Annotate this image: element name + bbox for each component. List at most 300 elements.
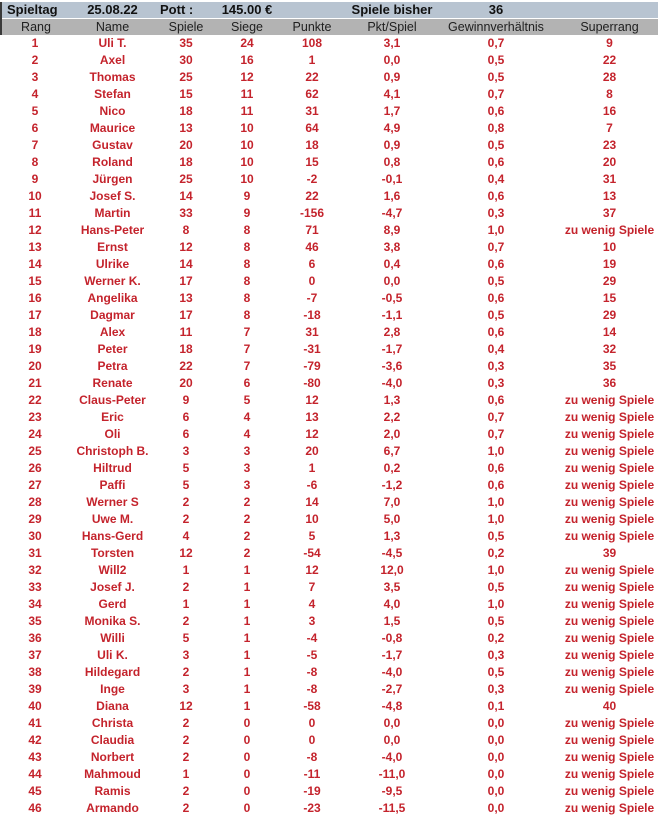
cell-name[interactable]: Alex xyxy=(99,325,126,339)
cell-gewinnverhaeltnis[interactable]: 0,0 xyxy=(487,750,505,764)
cell-pkt-spiel[interactable]: 0,2 xyxy=(383,461,401,475)
cell-name[interactable]: Mahmoud xyxy=(84,767,141,781)
cell-punkte[interactable]: 0 xyxy=(308,733,316,747)
cell-siege[interactable]: 1 xyxy=(243,699,251,713)
cell-name[interactable]: Stefan xyxy=(94,87,131,101)
spieltag-label[interactable]: Spieltag xyxy=(7,2,58,17)
cell-gewinnverhaeltnis[interactable]: 0,5 xyxy=(487,138,505,152)
cell-gewinnverhaeltnis[interactable]: 0,0 xyxy=(487,767,505,781)
cell-superrang[interactable]: zu wenig Spiele xyxy=(564,427,655,441)
cell-pkt-spiel[interactable]: 0,0 xyxy=(383,274,401,288)
cell-punkte[interactable]: 5 xyxy=(308,529,316,543)
cell-superrang[interactable]: zu wenig Spiele xyxy=(564,648,655,662)
cell-rang[interactable]: 35 xyxy=(28,614,42,628)
cell-punkte[interactable]: 0 xyxy=(308,274,316,288)
cell-superrang[interactable]: zu wenig Spiele xyxy=(564,410,655,424)
cell-superrang[interactable]: 10 xyxy=(602,240,617,254)
cell-superrang[interactable]: 35 xyxy=(602,359,617,373)
cell-rang[interactable]: 16 xyxy=(28,291,42,305)
cell-superrang[interactable]: zu wenig Spiele xyxy=(564,563,655,577)
cell-gewinnverhaeltnis[interactable]: 0,7 xyxy=(487,427,505,441)
cell-spiele[interactable]: 5 xyxy=(182,461,190,475)
cell-gewinnverhaeltnis[interactable]: 0,7 xyxy=(487,410,505,424)
cell-siege[interactable]: 12 xyxy=(240,70,254,84)
cell-punkte[interactable]: 71 xyxy=(305,223,319,237)
cell-name[interactable]: Claudia xyxy=(90,733,135,747)
cell-rang[interactable]: 29 xyxy=(28,512,42,526)
cell-punkte[interactable]: -4 xyxy=(306,631,318,645)
cell-superrang[interactable]: 7 xyxy=(606,121,613,135)
cell-punkte[interactable]: -156 xyxy=(299,206,325,220)
col-header-punkte[interactable]: Punkte xyxy=(292,20,332,34)
cell-rang[interactable]: 42 xyxy=(28,733,42,747)
cell-pkt-spiel[interactable]: -4,0 xyxy=(381,376,403,390)
cell-pkt-spiel[interactable]: 4,0 xyxy=(383,597,401,611)
cell-superrang[interactable]: 19 xyxy=(602,257,617,271)
cell-spiele[interactable]: 35 xyxy=(179,36,193,50)
cell-siege[interactable]: 8 xyxy=(243,291,251,305)
cell-superrang[interactable]: 14 xyxy=(602,325,617,339)
cell-spiele[interactable]: 12 xyxy=(179,546,193,560)
cell-rang[interactable]: 11 xyxy=(28,206,42,220)
cell-siege[interactable]: 3 xyxy=(243,444,251,458)
cell-pkt-spiel[interactable]: -1,2 xyxy=(381,478,403,492)
cell-superrang[interactable]: zu wenig Spiele xyxy=(564,750,655,764)
cell-spiele[interactable]: 9 xyxy=(182,393,190,407)
cell-rang[interactable]: 30 xyxy=(28,529,42,543)
cell-pkt-spiel[interactable]: -4,0 xyxy=(381,665,403,679)
cell-punkte[interactable]: -8 xyxy=(306,750,318,764)
cell-siege[interactable]: 2 xyxy=(243,529,251,543)
cell-superrang[interactable]: 22 xyxy=(602,53,617,67)
cell-pkt-spiel[interactable]: -9,5 xyxy=(381,784,403,798)
cell-gewinnverhaeltnis[interactable]: 1,0 xyxy=(487,223,505,237)
cell-superrang[interactable]: 20 xyxy=(602,155,617,169)
cell-spiele[interactable]: 2 xyxy=(182,495,190,509)
cell-spiele[interactable]: 2 xyxy=(182,733,190,747)
cell-siege[interactable]: 8 xyxy=(243,240,251,254)
cell-pkt-spiel[interactable]: 0,8 xyxy=(383,155,401,169)
cell-superrang[interactable]: zu wenig Spiele xyxy=(564,767,655,781)
cell-punkte[interactable]: 22 xyxy=(305,70,319,84)
cell-pkt-spiel[interactable]: 3,5 xyxy=(383,580,401,594)
cell-gewinnverhaeltnis[interactable]: 0,5 xyxy=(487,274,505,288)
cell-siege[interactable]: 9 xyxy=(243,189,251,203)
cell-rang[interactable]: 33 xyxy=(28,580,42,594)
cell-punkte[interactable]: 46 xyxy=(305,240,319,254)
cell-punkte[interactable]: -7 xyxy=(306,291,318,305)
cell-siege[interactable]: 8 xyxy=(243,257,251,271)
cell-spiele[interactable]: 20 xyxy=(179,376,193,390)
cell-name[interactable]: Will2 xyxy=(98,563,127,577)
cell-pkt-spiel[interactable]: -0,1 xyxy=(381,172,403,186)
cell-name[interactable]: Oli xyxy=(104,427,121,441)
cell-punkte[interactable]: 22 xyxy=(305,189,319,203)
cell-punkte[interactable]: 108 xyxy=(301,36,323,50)
cell-rang[interactable]: 32 xyxy=(28,563,42,577)
cell-name[interactable]: Norbert xyxy=(90,750,135,764)
cell-punkte[interactable]: 0 xyxy=(308,716,316,730)
cell-name[interactable]: Ulrike xyxy=(95,257,130,271)
cell-pkt-spiel[interactable]: 1,6 xyxy=(383,189,401,203)
cell-rang[interactable]: 18 xyxy=(28,325,42,339)
cell-spiele[interactable]: 20 xyxy=(179,138,193,152)
cell-punkte[interactable]: -80 xyxy=(303,376,321,390)
cell-superrang[interactable]: 23 xyxy=(602,138,617,152)
cell-pkt-spiel[interactable]: 0,9 xyxy=(383,70,401,84)
cell-siege[interactable]: 0 xyxy=(243,801,251,815)
cell-superrang[interactable]: zu wenig Spiele xyxy=(564,682,655,696)
cell-punkte[interactable]: -8 xyxy=(306,665,318,679)
col-header-name[interactable]: Name xyxy=(95,20,130,34)
cell-gewinnverhaeltnis[interactable]: 0,7 xyxy=(487,36,505,50)
cell-siege[interactable]: 2 xyxy=(243,512,251,526)
cell-superrang[interactable]: zu wenig Spiele xyxy=(564,665,655,679)
cell-superrang[interactable]: 37 xyxy=(602,206,617,220)
cell-pkt-spiel[interactable]: 0,4 xyxy=(383,257,401,271)
cell-superrang[interactable]: 29 xyxy=(602,274,617,288)
cell-siege[interactable]: 10 xyxy=(240,121,254,135)
cell-rang[interactable]: 20 xyxy=(28,359,42,373)
cell-gewinnverhaeltnis[interactable]: 0,5 xyxy=(487,70,505,84)
cell-name[interactable]: Werner S xyxy=(86,495,139,509)
cell-superrang[interactable]: 40 xyxy=(602,699,617,713)
cell-rang[interactable]: 10 xyxy=(28,189,42,203)
cell-gewinnverhaeltnis[interactable]: 0,3 xyxy=(487,359,505,373)
cell-rang[interactable]: 24 xyxy=(28,427,42,441)
cell-gewinnverhaeltnis[interactable]: 0,6 xyxy=(487,325,505,339)
cell-pkt-spiel[interactable]: -1,7 xyxy=(381,648,403,662)
cell-rang[interactable]: 17 xyxy=(28,308,42,322)
cell-gewinnverhaeltnis[interactable]: 0,6 xyxy=(487,155,505,169)
cell-siege[interactable]: 7 xyxy=(243,325,251,339)
cell-gewinnverhaeltnis[interactable]: 1,0 xyxy=(487,495,505,509)
cell-gewinnverhaeltnis[interactable]: 0,6 xyxy=(487,104,505,118)
cell-name[interactable]: Nico xyxy=(99,104,126,118)
cell-pkt-spiel[interactable]: 2,2 xyxy=(383,410,401,424)
cell-rang[interactable]: 45 xyxy=(28,784,42,798)
cell-punkte[interactable]: -2 xyxy=(306,172,318,186)
cell-spiele[interactable]: 33 xyxy=(179,206,193,220)
cell-spiele[interactable]: 6 xyxy=(182,410,190,424)
cell-superrang[interactable]: 8 xyxy=(606,87,613,101)
cell-pkt-spiel[interactable]: -3,6 xyxy=(381,359,403,373)
cell-punkte[interactable]: 13 xyxy=(305,410,319,424)
cell-gewinnverhaeltnis[interactable]: 0,2 xyxy=(487,631,505,645)
cell-rang[interactable]: 46 xyxy=(28,801,42,815)
cell-name[interactable]: Angelika xyxy=(87,291,138,305)
cell-punkte[interactable]: 7 xyxy=(308,580,316,594)
cell-name[interactable]: Axel xyxy=(99,53,126,67)
cell-rang[interactable]: 26 xyxy=(28,461,42,475)
cell-name[interactable]: Thomas xyxy=(89,70,136,84)
pott-value[interactable]: 145.00 € xyxy=(221,2,273,17)
cell-spiele[interactable]: 5 xyxy=(182,631,190,645)
cell-superrang[interactable]: 15 xyxy=(602,291,617,305)
cell-superrang[interactable]: zu wenig Spiele xyxy=(564,614,655,628)
cell-rang[interactable]: 31 xyxy=(28,546,42,560)
cell-spiele[interactable]: 30 xyxy=(179,53,193,67)
cell-siege[interactable]: 10 xyxy=(240,138,254,152)
cell-gewinnverhaeltnis[interactable]: 0,6 xyxy=(487,291,505,305)
cell-spiele[interactable]: 2 xyxy=(182,512,190,526)
cell-rang[interactable]: 19 xyxy=(28,342,42,356)
cell-siege[interactable]: 2 xyxy=(243,495,251,509)
cell-punkte[interactable]: 64 xyxy=(305,121,319,135)
cell-name[interactable]: Josef S. xyxy=(89,189,136,203)
cell-name[interactable]: Uli T. xyxy=(98,36,127,50)
cell-punkte[interactable]: -8 xyxy=(306,682,318,696)
cell-name[interactable]: Monika S. xyxy=(84,614,141,628)
cell-spiele[interactable]: 2 xyxy=(182,801,190,815)
col-header-gewinnverhaeltnis[interactable]: Gewinnverhältnis xyxy=(448,20,544,34)
cell-gewinnverhaeltnis[interactable]: 0,6 xyxy=(487,461,505,475)
cell-pkt-spiel[interactable]: 8,9 xyxy=(383,223,401,237)
cell-pkt-spiel[interactable]: 0,0 xyxy=(383,733,401,747)
cell-superrang[interactable]: 39 xyxy=(602,546,617,560)
cell-siege[interactable]: 7 xyxy=(243,359,251,373)
cell-punkte[interactable]: -19 xyxy=(303,784,321,798)
cell-spiele[interactable]: 3 xyxy=(182,444,190,458)
cell-rang[interactable]: 5 xyxy=(31,104,39,118)
cell-punkte[interactable]: 3 xyxy=(308,614,316,628)
spieltag-date[interactable]: 25.08.22 xyxy=(87,2,138,17)
cell-spiele[interactable]: 17 xyxy=(179,308,193,322)
cell-superrang[interactable]: 13 xyxy=(602,189,617,203)
cell-pkt-spiel[interactable]: 6,7 xyxy=(383,444,401,458)
cell-gewinnverhaeltnis[interactable]: 0,6 xyxy=(487,393,505,407)
cell-punkte[interactable]: -18 xyxy=(303,308,321,322)
cell-name[interactable]: Diana xyxy=(96,699,129,713)
cell-siege[interactable]: 3 xyxy=(243,478,251,492)
cell-punkte[interactable]: 14 xyxy=(305,495,319,509)
cell-siege[interactable]: 0 xyxy=(243,716,251,730)
cell-gewinnverhaeltnis[interactable]: 0,5 xyxy=(487,529,505,543)
cell-siege[interactable]: 2 xyxy=(243,546,251,560)
cell-name[interactable]: Hiltrud xyxy=(93,461,132,475)
cell-name[interactable]: Uwe M. xyxy=(91,512,134,526)
cell-rang[interactable]: 43 xyxy=(28,750,42,764)
cell-superrang[interactable]: zu wenig Spiele xyxy=(564,784,655,798)
cell-punkte[interactable]: -23 xyxy=(303,801,321,815)
cell-spiele[interactable]: 1 xyxy=(182,563,190,577)
cell-gewinnverhaeltnis[interactable]: 1,0 xyxy=(487,512,505,526)
cell-spiele[interactable]: 4 xyxy=(182,529,190,543)
cell-spiele[interactable]: 12 xyxy=(179,699,193,713)
cell-gewinnverhaeltnis[interactable]: 0,3 xyxy=(487,682,505,696)
cell-punkte[interactable]: -5 xyxy=(306,648,318,662)
cell-gewinnverhaeltnis[interactable]: 0,4 xyxy=(487,172,505,186)
cell-name[interactable]: Christoph B. xyxy=(76,444,149,458)
col-header-superrang[interactable]: Superrang xyxy=(580,20,639,34)
cell-spiele[interactable]: 12 xyxy=(179,240,193,254)
cell-superrang[interactable]: zu wenig Spiele xyxy=(564,597,655,611)
cell-pkt-spiel[interactable]: 1,7 xyxy=(383,104,401,118)
cell-gewinnverhaeltnis[interactable]: 1,0 xyxy=(487,597,505,611)
cell-rang[interactable]: 41 xyxy=(28,716,42,730)
cell-rang[interactable]: 21 xyxy=(28,376,42,390)
cell-superrang[interactable]: 9 xyxy=(606,36,613,50)
cell-name[interactable]: Hildegard xyxy=(84,665,141,679)
cell-pkt-spiel[interactable]: 0,0 xyxy=(383,716,401,730)
cell-pkt-spiel[interactable]: 1,3 xyxy=(383,393,401,407)
cell-siege[interactable]: 1 xyxy=(243,597,251,611)
cell-siege[interactable]: 1 xyxy=(243,648,251,662)
cell-siege[interactable]: 1 xyxy=(243,580,251,594)
col-header-pkt-spiel[interactable]: Pkt/Spiel xyxy=(367,20,417,34)
cell-siege[interactable]: 8 xyxy=(243,274,251,288)
cell-rang[interactable]: 12 xyxy=(28,223,42,237)
cell-rang[interactable]: 22 xyxy=(28,393,42,407)
cell-rang[interactable]: 23 xyxy=(28,410,42,424)
cell-rang[interactable]: 2 xyxy=(31,53,39,67)
cell-punkte[interactable]: -79 xyxy=(303,359,321,373)
cell-gewinnverhaeltnis[interactable]: 0,5 xyxy=(487,665,505,679)
cell-spiele[interactable]: 2 xyxy=(182,784,190,798)
cell-name[interactable]: Maurice xyxy=(89,121,136,135)
cell-name[interactable]: Roland xyxy=(92,155,133,169)
cell-pkt-spiel[interactable]: 12,0 xyxy=(380,563,404,577)
cell-siege[interactable]: 1 xyxy=(243,631,251,645)
cell-siege[interactable]: 11 xyxy=(240,87,254,101)
cell-punkte[interactable]: 20 xyxy=(305,444,319,458)
cell-name[interactable]: Ramis xyxy=(94,784,131,798)
cell-spiele[interactable]: 15 xyxy=(179,87,193,101)
cell-rang[interactable]: 28 xyxy=(28,495,42,509)
cell-rang[interactable]: 4 xyxy=(31,87,39,101)
cell-siege[interactable]: 10 xyxy=(240,155,254,169)
cell-punkte[interactable]: 4 xyxy=(308,597,316,611)
cell-siege[interactable]: 4 xyxy=(243,410,251,424)
cell-rang[interactable]: 27 xyxy=(28,478,42,492)
col-header-rang[interactable]: Rang xyxy=(21,20,51,34)
cell-punkte[interactable]: 31 xyxy=(305,104,319,118)
cell-siege[interactable]: 7 xyxy=(243,342,251,356)
cell-gewinnverhaeltnis[interactable]: 0,5 xyxy=(487,308,505,322)
cell-punkte[interactable]: -31 xyxy=(303,342,321,356)
cell-gewinnverhaeltnis[interactable]: 0,5 xyxy=(487,580,505,594)
cell-siege[interactable]: 24 xyxy=(240,36,254,50)
cell-pkt-spiel[interactable]: 2,8 xyxy=(383,325,401,339)
cell-punkte[interactable]: 62 xyxy=(305,87,319,101)
cell-gewinnverhaeltnis[interactable]: 0,6 xyxy=(487,189,505,203)
cell-name[interactable]: Claus-Peter xyxy=(79,393,146,407)
cell-rang[interactable]: 34 xyxy=(28,597,42,611)
cell-punkte[interactable]: 18 xyxy=(305,138,319,152)
cell-rang[interactable]: 40 xyxy=(28,699,42,713)
cell-punkte[interactable]: 10 xyxy=(305,512,319,526)
cell-siege[interactable]: 0 xyxy=(243,784,251,798)
cell-pkt-spiel[interactable]: -11,5 xyxy=(378,801,406,815)
cell-gewinnverhaeltnis[interactable]: 0,7 xyxy=(487,240,505,254)
cell-pkt-spiel[interactable]: 4,1 xyxy=(383,87,401,101)
cell-spiele[interactable]: 11 xyxy=(179,325,193,339)
cell-superrang[interactable]: zu wenig Spiele xyxy=(564,461,655,475)
cell-gewinnverhaeltnis[interactable]: 0,8 xyxy=(487,121,505,135)
cell-name[interactable]: Werner K. xyxy=(84,274,141,288)
cell-siege[interactable]: 4 xyxy=(243,427,251,441)
cell-pkt-spiel[interactable]: -11,0 xyxy=(378,767,406,781)
cell-siege[interactable]: 1 xyxy=(243,665,251,679)
cell-gewinnverhaeltnis[interactable]: 0,4 xyxy=(487,342,505,356)
cell-spiele[interactable]: 25 xyxy=(179,70,193,84)
cell-name[interactable]: Gustav xyxy=(92,138,133,152)
cell-rang[interactable]: 7 xyxy=(31,138,39,152)
cell-name[interactable]: Dagmar xyxy=(90,308,135,322)
cell-name[interactable]: Peter xyxy=(97,342,128,356)
cell-gewinnverhaeltnis[interactable]: 0,0 xyxy=(487,716,505,730)
cell-superrang[interactable]: zu wenig Spiele xyxy=(564,223,655,237)
cell-pkt-spiel[interactable]: 1,3 xyxy=(383,529,401,543)
cell-pkt-spiel[interactable]: 5,0 xyxy=(383,512,401,526)
cell-spiele[interactable]: 13 xyxy=(179,291,193,305)
cell-siege[interactable]: 1 xyxy=(243,614,251,628)
cell-pkt-spiel[interactable]: 3,8 xyxy=(383,240,401,254)
cell-spiele[interactable]: 2 xyxy=(182,750,190,764)
cell-siege[interactable]: 6 xyxy=(243,376,251,390)
cell-pkt-spiel[interactable]: -0,8 xyxy=(381,631,403,645)
cell-pkt-spiel[interactable]: -2,7 xyxy=(381,682,403,696)
cell-spiele[interactable]: 14 xyxy=(179,189,193,203)
cell-siege[interactable]: 1 xyxy=(243,563,251,577)
cell-pkt-spiel[interactable]: 0,0 xyxy=(383,53,401,67)
cell-name[interactable]: Hans-Peter xyxy=(80,223,145,237)
cell-spiele[interactable]: 2 xyxy=(182,614,190,628)
cell-gewinnverhaeltnis[interactable]: 0,5 xyxy=(487,53,505,67)
cell-rang[interactable]: 15 xyxy=(28,274,42,288)
cell-superrang[interactable]: zu wenig Spiele xyxy=(564,631,655,645)
cell-name[interactable]: Petra xyxy=(97,359,128,373)
cell-punkte[interactable]: 6 xyxy=(308,257,316,271)
cell-rang[interactable]: 9 xyxy=(31,172,39,186)
cell-gewinnverhaeltnis[interactable]: 1,0 xyxy=(487,444,505,458)
col-header-siege[interactable]: Siege xyxy=(231,20,263,34)
cell-spiele[interactable]: 6 xyxy=(182,427,190,441)
cell-superrang[interactable]: zu wenig Spiele xyxy=(564,512,655,526)
cell-siege[interactable]: 0 xyxy=(243,733,251,747)
col-header-spiele[interactable]: Spiele xyxy=(168,20,204,34)
pott-label[interactable]: Pott : xyxy=(160,2,194,17)
cell-superrang[interactable]: 31 xyxy=(602,172,617,186)
cell-rang[interactable]: 37 xyxy=(28,648,42,662)
cell-pkt-spiel[interactable]: 3,1 xyxy=(383,36,401,50)
cell-name[interactable]: Ernst xyxy=(97,240,128,254)
cell-siege[interactable]: 3 xyxy=(243,461,251,475)
cell-rang[interactable]: 36 xyxy=(28,631,42,645)
cell-spiele[interactable]: 2 xyxy=(182,716,190,730)
cell-punkte[interactable]: 12 xyxy=(305,563,319,577)
cell-spiele[interactable]: 8 xyxy=(182,223,190,237)
cell-superrang[interactable]: 28 xyxy=(602,70,617,84)
cell-punkte[interactable]: -54 xyxy=(303,546,321,560)
cell-superrang[interactable]: zu wenig Spiele xyxy=(564,393,655,407)
cell-spiele[interactable]: 18 xyxy=(179,104,193,118)
cell-rang[interactable]: 14 xyxy=(28,257,42,271)
cell-name[interactable]: Paffi xyxy=(99,478,126,492)
cell-gewinnverhaeltnis[interactable]: 0,0 xyxy=(487,784,505,798)
cell-gewinnverhaeltnis[interactable]: 0,6 xyxy=(487,257,505,271)
cell-name[interactable]: Hans-Gerd xyxy=(81,529,144,543)
cell-superrang[interactable]: zu wenig Spiele xyxy=(564,580,655,594)
cell-pkt-spiel[interactable]: 0,9 xyxy=(383,138,401,152)
spiele-bisher-label[interactable]: Spiele bisher xyxy=(351,2,433,17)
cell-superrang[interactable]: zu wenig Spiele xyxy=(564,529,655,543)
cell-siege[interactable]: 10 xyxy=(240,172,254,186)
cell-pkt-spiel[interactable]: -1,1 xyxy=(381,308,403,322)
cell-name[interactable]: Armando xyxy=(86,801,139,815)
cell-spiele[interactable]: 18 xyxy=(179,342,193,356)
cell-name[interactable]: Josef J. xyxy=(90,580,135,594)
